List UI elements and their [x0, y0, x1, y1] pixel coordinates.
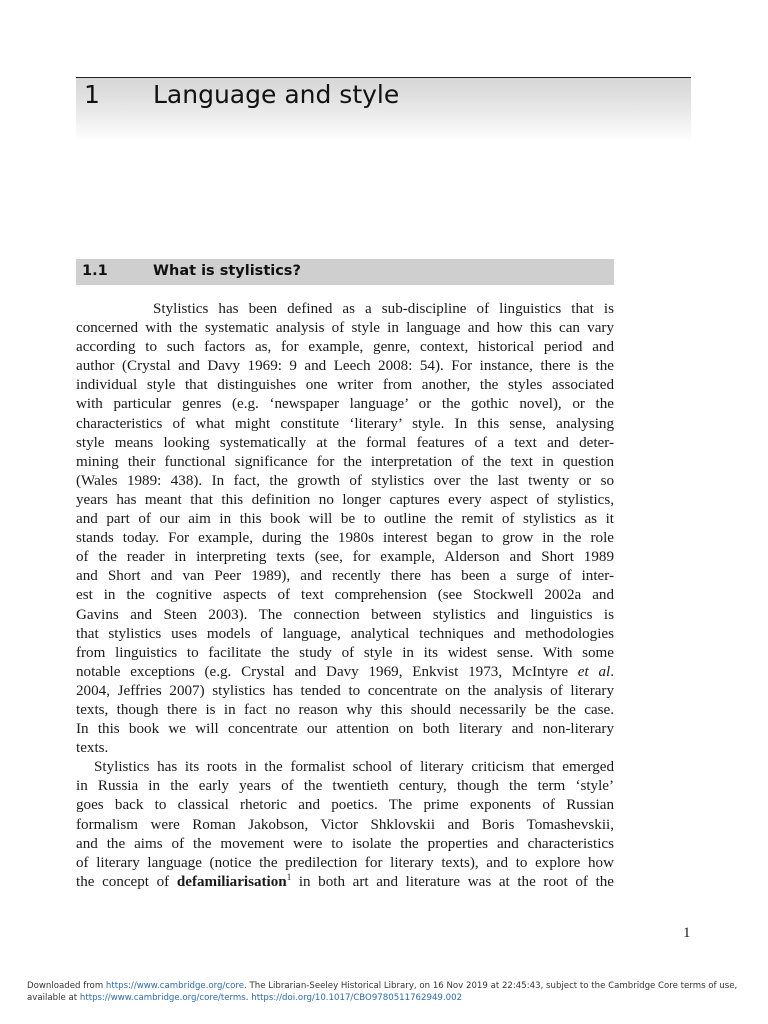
text-line: according to such factors as, for example, genre, context, historical period and: [76, 339, 614, 356]
text-line: texts, though there is in fact no reason why this should necessarily be the case.: [76, 701, 614, 718]
text-line: and the aims of the movement were to isolate the properties and characteristics: [76, 835, 614, 852]
chapter-number: 1: [84, 80, 100, 109]
text-line: [76, 873, 614, 892]
text-fragment: .: [610, 663, 614, 680]
text-line: formalism were Roman Jakobson, Victor Shklovskii and Boris Tomashevskii,: [76, 816, 614, 833]
bold-term: defamiliarisation: [176, 873, 287, 890]
text-line: goes back to classical rhetoric and poetics. The prime exponents of Russian: [76, 797, 614, 814]
body-text: [76, 300, 614, 892]
section-heading: [76, 259, 614, 285]
text-line: and part of our aim in this book will be to outline the remit of stylistics as it: [76, 511, 614, 528]
text-line: concerned with the systematic analysis of style in language and how this can vary: [76, 320, 614, 337]
text-line: mining their functional significance for the interpretation of the text in question: [76, 453, 614, 470]
section-number: 1.1: [82, 263, 108, 279]
terms-link[interactable]: https://www.cambridge.org/core/terms: [79, 993, 246, 1003]
text-line: with particular genres (e.g. ‘newspaper language’ or the gothic novel), or the: [76, 396, 614, 413]
text-fragment: the concept of: [76, 873, 177, 890]
section-title: What is stylistics?: [153, 263, 301, 279]
footer-text: . The Librarian-Seeley Historical Library, on 16 Nov 2019 at 22:45:43, subject to the Cambridge Core terms of use, available at: [27, 981, 738, 1003]
page-number: 1: [683, 925, 691, 941]
text-line: in Russia in the early years of the twentieth century, though the term ‘style’: [76, 778, 614, 795]
text-line: (Wales 1989: 438). In fact, the growth of stylistics over the last twenty or so: [76, 472, 614, 489]
doi-link[interactable]: https://doi.org/10.1017/CBO9780511762949.002: [251, 993, 463, 1003]
download-footer: [27, 980, 757, 1004]
text-line: est in the cognitive aspects of text comprehension (see Stockwell 2002a and: [76, 587, 614, 604]
text-line: of the reader in interpreting texts (see, for example, Alderson and Short 1989: [76, 549, 614, 566]
text-line: Stylistics has its roots in the formalist school of literary criticism that emerged: [94, 759, 614, 776]
cambridge-core-link[interactable]: https://www.cambridge.org/core: [105, 981, 245, 991]
footer-text: .: [245, 993, 252, 1003]
text-line: style means looking systematically at the formal features of a text and deter-: [76, 434, 614, 451]
text-line: that stylistics uses models of language, analytical techniques and methodologies: [76, 625, 614, 642]
text-line: In this book we will concentrate our attention on both literary and non-literary: [76, 721, 614, 738]
text-line: of literary language (notice the predilection for literary texts), and to explore how: [76, 854, 614, 871]
text-line: author (Crystal and Davy 1969: 9 and Leech 2008: 54). For instance, there is the: [76, 358, 614, 375]
text-line: from linguistics to facilitate the study of style in its widest sense. With some: [76, 644, 614, 661]
text-line: [76, 663, 614, 682]
text-fragment: in both art and literature was at the root of the: [291, 873, 615, 890]
text-line: 2004, Jeffries 2007) stylistics has tended to concentrate on the analysis of literary: [76, 682, 614, 699]
text-line: characteristics of what might constitute ‘literary’ style. In this sense, analysing: [76, 415, 614, 432]
text-line: stands today. For example, during the 1980s interest began to grow in the role: [76, 530, 614, 547]
text-line: Gavins and Steen 2003). The connection between stylistics and linguistics is: [76, 606, 614, 623]
footnote-marker[interactable]: 1: [286, 871, 292, 882]
chapter-header: [76, 77, 691, 142]
footer-text: Downloaded from: [27, 981, 106, 991]
text-fragment: notable exceptions (e.g. Crystal and Davy 1969, Enkvist 1973, McIntyre: [76, 663, 578, 680]
text-line: texts.: [76, 740, 109, 757]
text-line: and Short and van Peer 1989), and recently there has been a surge of inter-: [76, 568, 614, 585]
text-line: years has meant that this definition no longer captures every aspect of stylistics,: [76, 491, 614, 508]
italic-term: et al: [577, 663, 611, 680]
text-line: Stylistics has been defined as a sub-discipline of linguistics that is: [153, 301, 614, 317]
chapter-title: Language and style: [153, 80, 400, 109]
text-line: individual style that distinguishes one writer from another, the styles associated: [76, 377, 614, 394]
